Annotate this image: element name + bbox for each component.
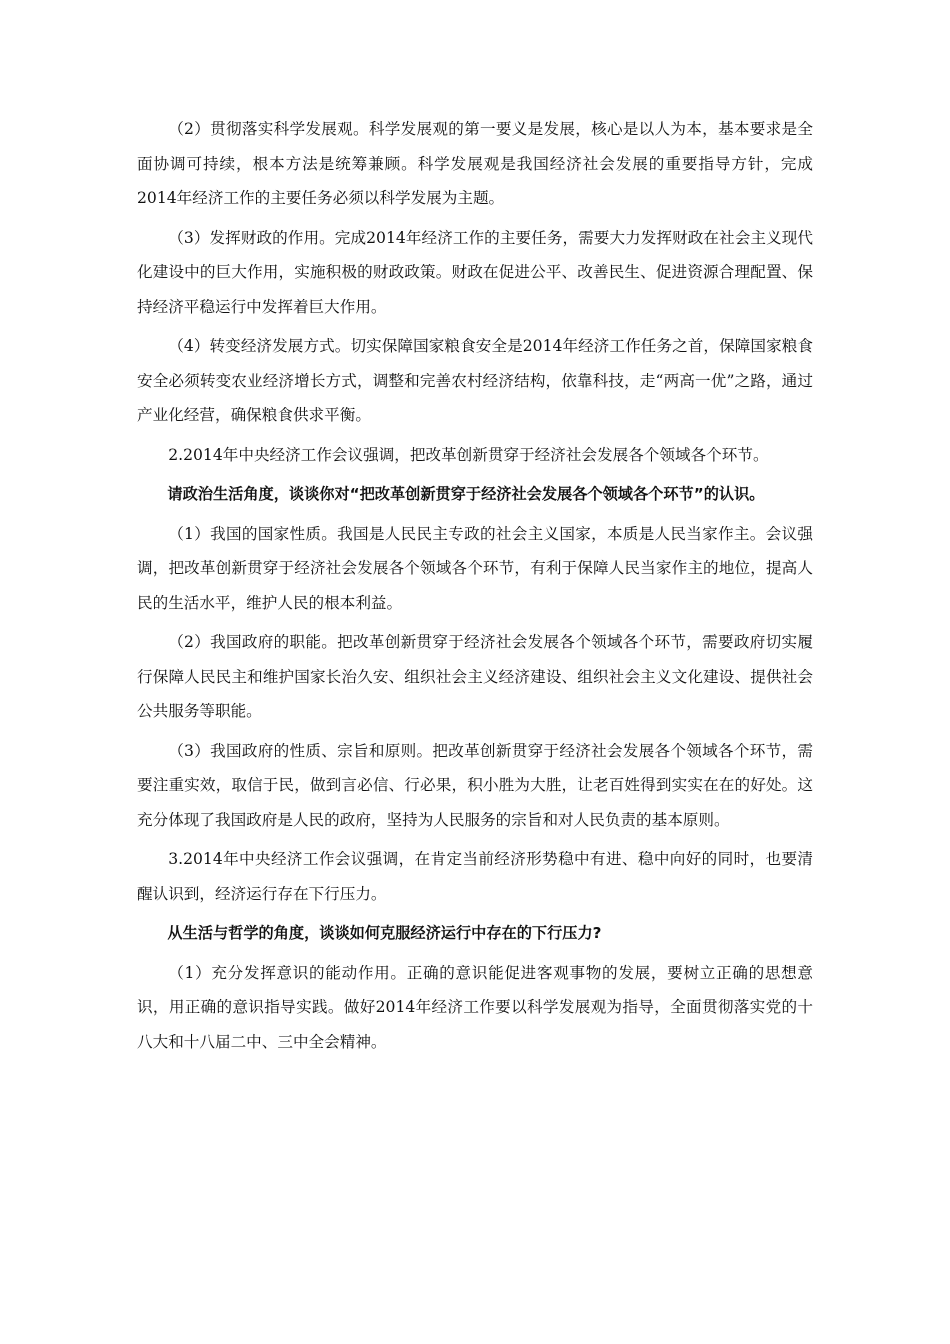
question-philosophy: 从生活与哲学的角度，谈谈如何克服经济运行中存在的下行压力? — [167, 924, 602, 942]
paragraph-government-functions: （2）我国政府的职能。把改革创新贯穿于经济社会发展各个领域各个环节，需要政府切实履行保障人民民主和维护国家长治久安、组织社会主义经济建设、组织社会主义文化建设、提供社会公共服务等职能。 — [137, 633, 813, 720]
document-page — [137, 112, 813, 1064]
paragraph-section-3-intro: 3.2014年中央经济工作会议强调，在肯定当前经济形势稳中有进、稳中向好的同时，也要清醒认识到，经济运行存在下行压力。 — [137, 850, 813, 903]
paragraph-section-2-intro: 2.2014年中央经济工作会议强调，把改革创新贯穿于经济社会发展各个领域各个环节。 — [168, 445, 769, 464]
paragraph-state-nature: （1）我国的国家性质。我国是人民民主专政的社会主义国家，本质是人民当家作主。会议强调，把改革创新贯穿于经济社会发展各个领域各个环节，有利于保障人民当家作主的地位，提高人民的生活水平，维护人民的根本利益。 — [137, 524, 813, 612]
paragraph-point-2-scientific-development: （2）贯彻落实科学发展观。科学发展观的第一要义是发展，核心是以人为本，基本要求是全面协调可持续，根本方法是统筹兼顾。科学发展观是我国经济社会发展的重要指导方针，完成2014年经济工作的主要任务必须以科学发展为主题。 — [137, 120, 813, 207]
paragraph-government-principles: （3）我国政府的性质、宗旨和原则。把改革创新贯穿于经济社会发展各个领域各个环节，需要注重实效，取信于民，做到言必信、行必果，积小胜为大胜，让老百姓得到实实在在的好处。这充分体现了我国政府是人民的政府，坚持为人民服务的宗旨和对人民负责的基本原则。 — [137, 741, 813, 829]
paragraph-point-3-finance: （3）发挥财政的作用。完成2014年经济工作的主要任务，需要大力发挥财政在社会主义现代化建设中的巨大作用，实施积极的财政政策。财政在促进公平、改善民生、促进资源合理配置、保持经济平稳运行中发挥着巨大作用。 — [137, 228, 813, 316]
paragraph-consciousness-role: （1）充分发挥意识的能动作用。正确的意识能促进客观事物的发展，要树立正确的思想意识，用正确的意识指导实践。做好2014年经济工作要以科学发展观为指导，全面贯彻落实党的十八大和十八届二中、三中全会精神。 — [137, 963, 813, 1051]
paragraph-point-4-development-mode: （4）转变经济发展方式。切实保障国家粮食安全是2014年经济工作任务之首，保障国家粮食安全必须转变农业经济增长方式，调整和完善农村经济结构，依靠科技，走“两高一优”之路，通过产业化经营，确保粮食供求平衡。 — [137, 337, 813, 424]
question-political-life: 请政治生活角度，谈谈你对“把改革创新贯穿于经济社会发展各个领域各个环节”的认识。 — [167, 485, 765, 503]
